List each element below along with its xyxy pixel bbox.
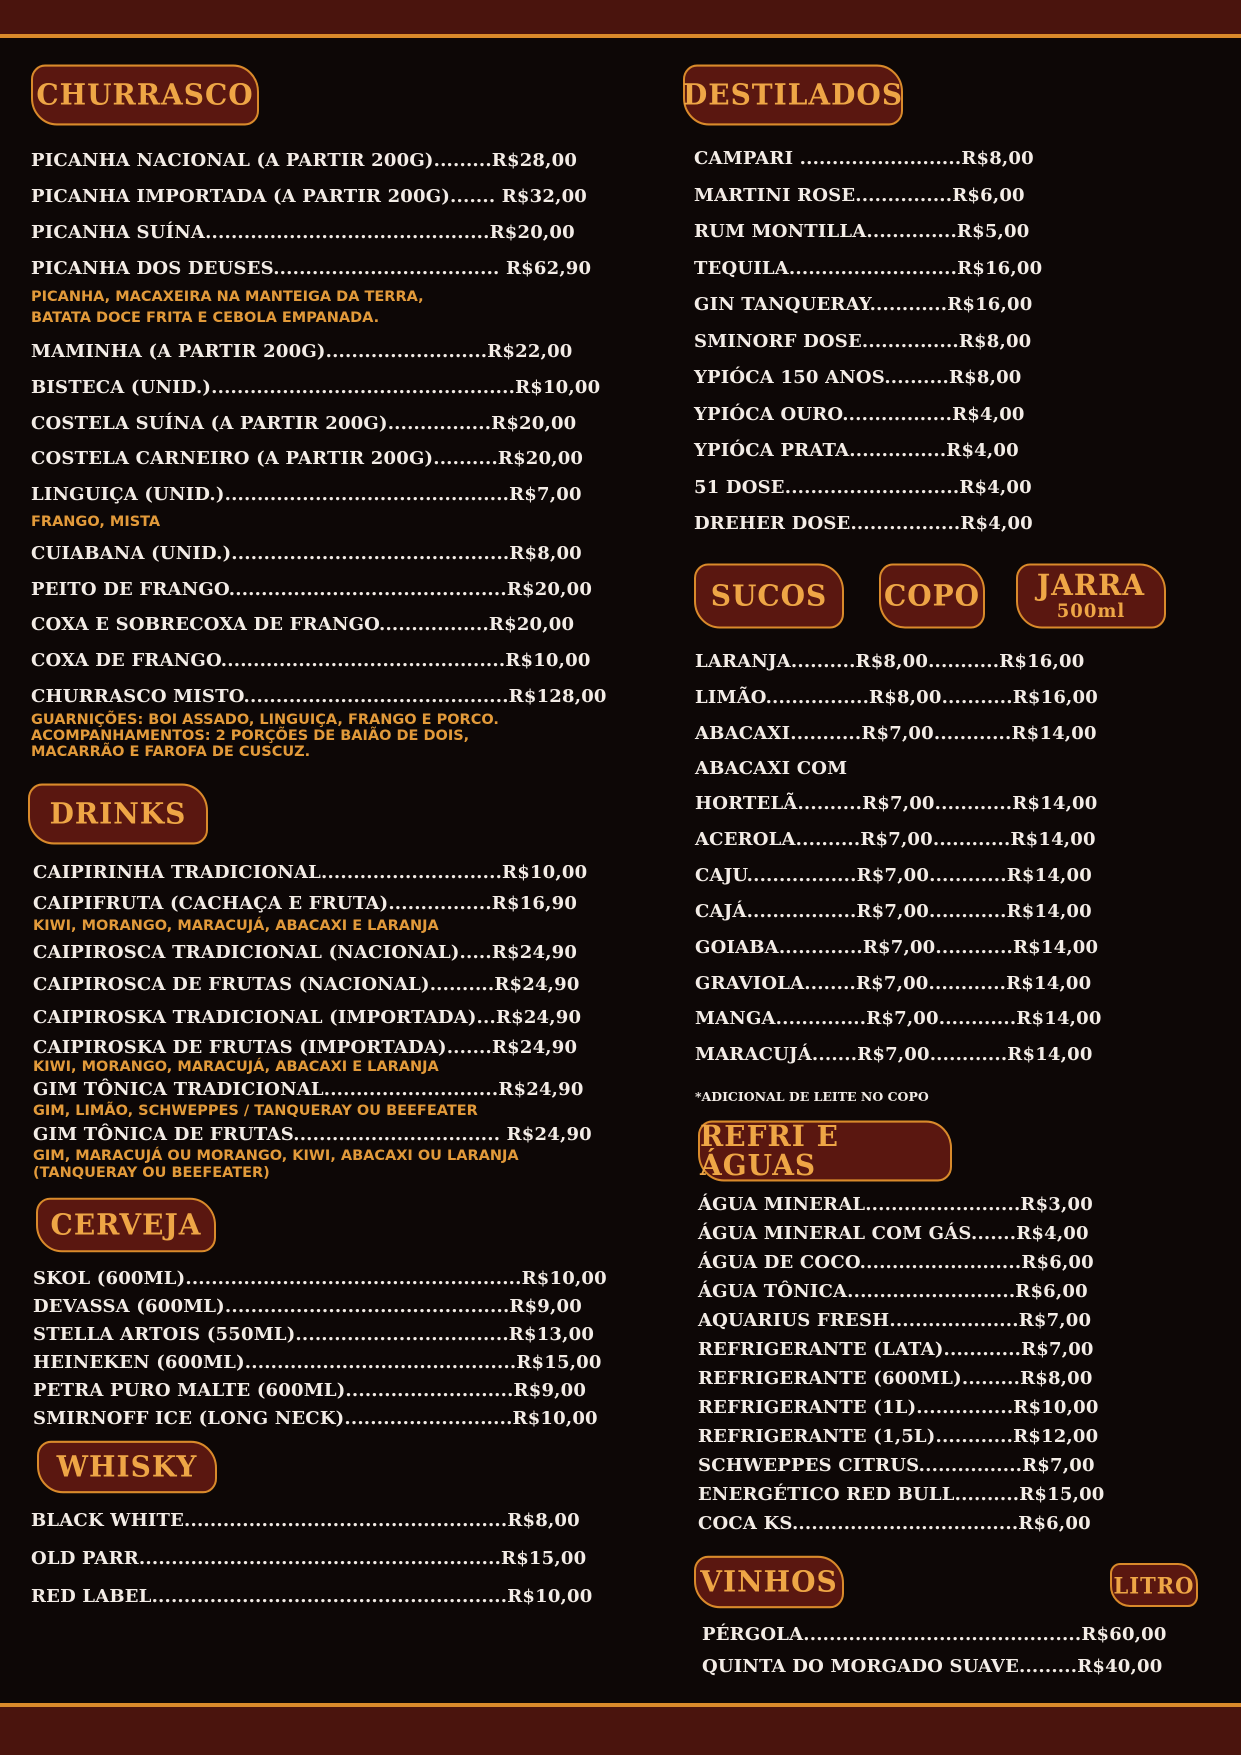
menu-item: LINGUIÇA (UNID.)............................................R$7,00 <box>31 484 582 505</box>
menu-item: GIM TÔNICA DE FRUTAS................................ R$24,90 <box>33 1124 592 1145</box>
menu-item: CAJÁ.................R$7,00............R$14,00 <box>695 901 1092 922</box>
menu-item: CAIPIROSKA TRADICIONAL (IMPORTADA)...R$24,90 <box>33 1007 582 1028</box>
item-description: PICANHA, MACAXEIRA NA MANTEIGA DA TERRA, <box>31 289 424 305</box>
menu-item: CAIPIROSCA DE FRUTAS (NACIONAL)..........R$24,90 <box>33 974 580 995</box>
copo-header: COPO <box>879 563 985 628</box>
menu-item: COXA E SOBRECOXA DE FRANGO.................R$20,00 <box>31 614 575 635</box>
menu-item: PEITO DE FRANGO...........................................R$20,00 <box>31 579 593 600</box>
jarra-header <box>1016 563 1166 628</box>
menu-item: HORTELÃ..........R$7,00............R$14,00 <box>695 793 1098 814</box>
menu-item: ACEROLA..........R$7,00............R$14,00 <box>695 829 1096 850</box>
menu-item: GIN TANQUERAY............R$16,00 <box>694 294 1033 315</box>
menu-item: PÉRGOLA...........................................R$60,00 <box>702 1624 1167 1645</box>
drinks-title: DRINKS <box>28 784 208 845</box>
menu-item: SCHWEPPES CITRUS................R$7,00 <box>698 1455 1095 1476</box>
menu-item: COSTELA CARNEIRO (A PARTIR 200G)..........R$20,00 <box>31 448 584 469</box>
menu-item: PETRA PURO MALTE (600ML)..........................R$9,00 <box>33 1380 587 1401</box>
whisky-title: WHISKY <box>37 1441 217 1494</box>
menu-item: COXA DE FRANGO............................................R$10,00 <box>31 650 591 671</box>
item-description: KIWI, MORANGO, MARACUJÁ, ABACAXI E LARANJA <box>33 918 439 934</box>
menu-item: 51 DOSE...........................R$4,00 <box>694 477 1032 498</box>
refri-title: REFRI E ÁGUAS <box>698 1121 952 1182</box>
menu-item: PICANHA NACIONAL (A PARTIR 200G).........R$28,00 <box>31 150 578 171</box>
menu-item: REFRIGERANTE (1L)...............R$10,00 <box>698 1397 1099 1418</box>
menu-item: YPIÓCA OURO.................R$4,00 <box>694 404 1025 425</box>
menu-item: SKOL (600ML)....................................................R$10,00 <box>33 1268 607 1289</box>
item-description: GIM, MARACUJÁ OU MORANGO, KIWI, ABACAXI OU LARANJA <box>33 1148 519 1164</box>
menu-item: ENERGÉTICO RED BULL..........R$15,00 <box>698 1484 1105 1505</box>
menu-item: DEVASSA (600ML)............................................R$9,00 <box>33 1296 582 1317</box>
menu-item: SMIRNOFF ICE (LONG NECK)..........................R$10,00 <box>33 1408 598 1429</box>
menu-item: PICANHA IMPORTADA (A PARTIR 200G)....... R$32,00 <box>31 186 588 207</box>
menu-item: YPIÓCA 150 ANOS..........R$8,00 <box>694 367 1022 388</box>
menu-item: REFRIGERANTE (LATA)............R$7,00 <box>698 1339 1094 1360</box>
sucos-title: SUCOS <box>694 563 844 628</box>
menu-item: PICANHA DOS DEUSES................................... R$62,90 <box>31 258 592 279</box>
destilados-title: DESTILADOS <box>683 65 903 126</box>
item-description: GUARNIÇÕES: BOI ASSADO, LINGUIÇA, FRANGO E PORCO. <box>31 712 499 728</box>
menu-item: COCA KS...................................R$6,00 <box>698 1513 1091 1534</box>
menu-item: HEINEKEN (600ML)..........................................R$15,00 <box>33 1352 602 1373</box>
item-description: MACARRÃO E FAROFA DE CUSCUZ. <box>31 744 311 760</box>
menu-item: ÁGUA MINERAL COM GÁS.......R$4,00 <box>698 1223 1089 1244</box>
menu-item: TEQUILA..........................R$16,00 <box>694 258 1043 279</box>
menu-item: BISTECA (UNID.)...............................................R$10,00 <box>31 377 601 398</box>
menu-item: BLACK WHITE..................................................R$8,00 <box>31 1510 580 1531</box>
item-description: BATATA DOCE FRITA E CEBOLA EMPANADA. <box>31 310 380 326</box>
menu-item: GRAVIOLA........R$7,00............R$14,00 <box>695 973 1092 994</box>
bottom-band <box>0 1703 1241 1755</box>
menu-item: REFRIGERANTE (600ML).........R$8,00 <box>698 1368 1093 1389</box>
menu-item: RED LABEL.......................................................R$10,00 <box>31 1586 593 1607</box>
vinhos-title: VINHOS <box>694 1556 844 1609</box>
menu-item: DREHER DOSE.................R$4,00 <box>694 513 1033 534</box>
menu-item: RUM MONTILLA..............R$5,00 <box>694 221 1030 242</box>
menu-item: ÁGUA DE COCO.........................R$6,00 <box>698 1252 1094 1273</box>
menu-item: MARTINI ROSE...............R$6,00 <box>694 185 1025 206</box>
menu-item: YPIÓCA PRATA...............R$4,00 <box>694 440 1019 461</box>
milk-note: *ADICIONAL DE LEITE NO COPO <box>695 1089 929 1104</box>
menu-item: LIMÃO................R$8,00...........R$16,00 <box>695 687 1098 708</box>
item-description: ACOMPANHAMENTOS: 2 PORÇÕES DE BAIÃO DE DOIS, <box>31 728 470 744</box>
top-band <box>0 0 1241 38</box>
menu-item: PICANHA SUÍNA............................................R$20,00 <box>31 222 575 243</box>
menu-item: ÁGUA TÔNICA..........................R$6,00 <box>698 1281 1088 1302</box>
menu-item: LARANJA..........R$8,00...........R$16,00 <box>695 651 1085 672</box>
menu-item: CAIPIROSKA DE FRUTAS (IMPORTADA).......R$24,90 <box>33 1037 578 1058</box>
menu-item: ABACAXI COM <box>695 758 848 779</box>
menu-item: MANGA..............R$7,00............R$14,00 <box>695 1008 1102 1029</box>
menu-item: GIM TÔNICA TRADICIONAL...........................R$24,90 <box>33 1079 584 1100</box>
menu-item: STELLA ARTOIS (550ML).................................R$13,00 <box>33 1324 595 1345</box>
menu-item: CAIPIROSCA TRADICIONAL (NACIONAL).....R$24,90 <box>33 942 578 963</box>
item-description: GIM, LIMÃO, SCHWEPPES / TANQUERAY OU BEEFEATER <box>33 1103 478 1119</box>
menu-item: CAIPIRINHA TRADICIONAL............................R$10,00 <box>33 862 588 883</box>
item-description: (TANQUERAY OU BEEFEATER) <box>33 1165 270 1181</box>
menu-item: GOIABA.............R$7,00............R$14,00 <box>695 937 1099 958</box>
menu-item: ÁGUA MINERAL........................R$3,00 <box>698 1194 1093 1215</box>
menu-item: REFRIGERANTE (1,5L)............R$12,00 <box>698 1426 1099 1447</box>
menu-item: MARACUJÁ.......R$7,00............R$14,00 <box>695 1044 1093 1065</box>
churrasco-title: CHURRASCO <box>31 65 259 126</box>
menu-item: CAIPIFRUTA (CACHAÇA E FRUTA)................R$16,90 <box>33 893 578 914</box>
menu-item: COSTELA SUÍNA (A PARTIR 200G)................R$20,00 <box>31 413 577 434</box>
item-description: KIWI, MORANGO, MARACUJÁ, ABACAXI E LARANJA <box>33 1059 439 1075</box>
cerveja-title: CERVEJA <box>36 1198 216 1253</box>
menu-item: MAMINHA (A PARTIR 200G).........................R$22,00 <box>31 341 573 362</box>
item-description: FRANGO, MISTA <box>31 514 161 530</box>
menu-item: CAMPARI .........................R$8,00 <box>694 148 1034 169</box>
menu-item: OLD PARR........................................................R$15,00 <box>31 1548 587 1569</box>
jarra-label: JARRA <box>1036 567 1146 603</box>
menu-item: CUIABANA (UNID.)...........................................R$8,00 <box>31 543 582 564</box>
menu-item: SMINORF DOSE...............R$8,00 <box>694 331 1032 352</box>
menu-item: AQUARIUS FRESH....................R$7,00 <box>698 1310 1092 1331</box>
litro-header: LITRO <box>1110 1563 1198 1607</box>
menu-item: QUINTA DO MORGADO SUAVE.........R$40,00 <box>702 1656 1163 1677</box>
menu-item: CHURRASCO MISTO.........................................R$128,00 <box>31 686 607 707</box>
jarra-size: 500ml <box>1056 600 1126 623</box>
menu-item: CAJU.................R$7,00............R$14,00 <box>695 865 1092 886</box>
menu-item: ABACAXI...........R$7,00............R$14,00 <box>695 723 1097 744</box>
